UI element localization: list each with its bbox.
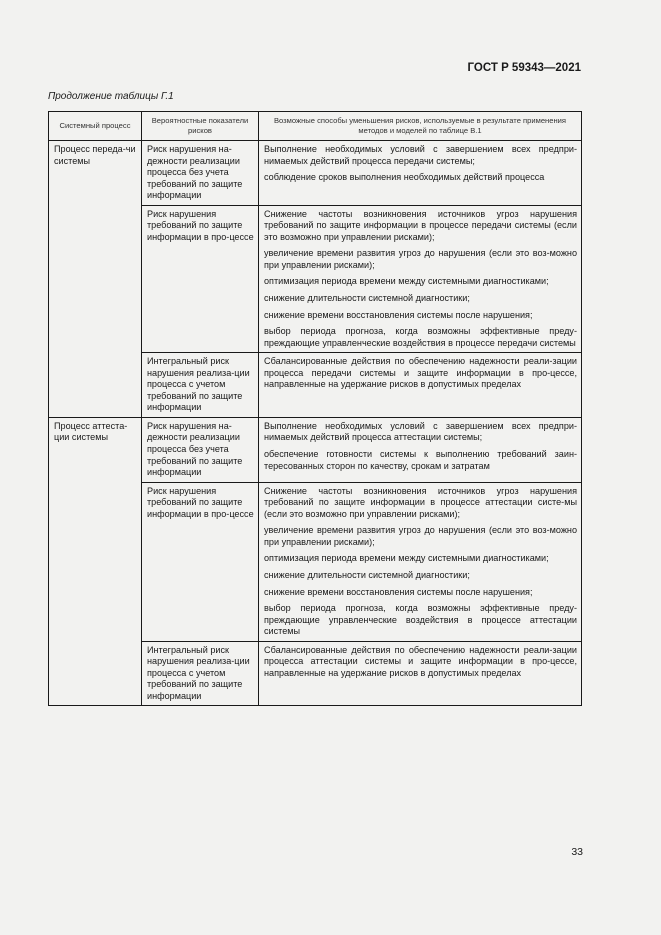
mitigation-item: Снижение частоты возникновения источников угроз нарушения требований по защите информации в процессе передачи системы (если это возможно при управлении рисками); [264, 208, 577, 242]
mitigation-item: Выполнение необходимых условий с завершением всех предпри-нимаемых действий процесса передачи системы; [264, 144, 577, 166]
ways-cell [259, 417, 582, 482]
table-body [49, 141, 582, 706]
indicator-cell: Риск нарушения требований по защите информации в про-цессе [142, 205, 259, 352]
column-header-process: Системный процесс [49, 112, 142, 141]
mitigation-item: снижение длительности системной диагностики; [264, 293, 470, 304]
mitigation-item: оптимизация периода времени между системными диагностиками; [264, 276, 549, 287]
mitigation-item: Сбалансированные действия по обеспечению надежности реали-зации процесса передачи системы и защите информации в про-цессе, направленные на удержание рисков в допустимых пределах [264, 356, 577, 390]
table-row [49, 417, 582, 482]
mitigation-item: снижение времени восстановления системы после нарушения; [264, 309, 533, 320]
column-header-indicators: Вероятностные показатели рисков [142, 112, 259, 141]
ways-cell [259, 482, 582, 641]
indicator-cell: Интегральный риск нарушения реализа-ции процесса с учетом требований по защите информации [142, 353, 259, 418]
ways-cell [259, 141, 582, 206]
mitigation-item: выбор периода прогноза, когда возможны эффективные преду-преждающие управленческие воздействия в процессе передачи системы [264, 326, 577, 348]
standard-code: ГОСТ Р 59343—2021 [467, 62, 581, 74]
mitigation-item: обеспечение готовности системы к выполнению требований заин-тересованных сторон по качеству, срокам и затратам [264, 449, 577, 471]
ways-cell [259, 205, 582, 352]
table-row [49, 141, 582, 206]
indicator-cell: Интегральный риск нарушения реализа-ции процесса с учетом требований по защите информации [142, 641, 259, 706]
process-cell: Процесс аттеста-ции системы [49, 417, 142, 705]
page-number: 33 [571, 846, 583, 858]
table-caption: Продолжение таблицы Г.1 [48, 91, 174, 102]
mitigation-item: увеличение времени развития угроз до нарушения (если это воз-можно при управлении рисками); [264, 525, 577, 547]
ways-cell [259, 641, 582, 706]
mitigation-item: Снижение частоты возникновения источников угроз нарушения требований по защите информации в процессе аттестации систе-мы (если это возможно при управлении рисками); [264, 485, 577, 519]
mitigation-item: Сбалансированные действия по обеспечению надежности реали-зации процесса аттестации системы и защите информации в про-цессе, направленные на удержание рисков в допустимых пределах [264, 644, 577, 678]
process-cell: Процесс переда-чи системы [49, 141, 142, 418]
mitigation-item: увеличение времени развития угроз до нарушения (если это воз-можно при управлении рисками); [264, 248, 577, 270]
mitigation-item: снижение времени восстановления системы после нарушения; [264, 586, 533, 597]
mitigation-item: Выполнение необходимых условий с завершением всех предпри-нимаемых действий процесса аттестации системы; [264, 420, 577, 443]
mitigation-item: соблюдение сроков выполнения необходимых действий процесса [264, 172, 545, 183]
risk-table [48, 111, 582, 706]
indicator-cell: Риск нарушения на-дежности реализации процесса без учета требований по защите информации [142, 141, 259, 206]
mitigation-item: оптимизация периода времени между системными диагностиками; [264, 553, 549, 564]
ways-cell [259, 353, 582, 418]
indicator-cell: Риск нарушения на-дежности реализации процесса без учета требований по защите информации [142, 417, 259, 482]
mitigation-item: снижение длительности системной диагностики; [264, 569, 470, 580]
header-row [49, 112, 582, 141]
indicator-cell: Риск нарушения требований по защите информации в про-цессе [142, 482, 259, 641]
column-header-ways: Возможные способы уменьшения рисков, используемые в результате применения методов и моделей по таблице В.1 [259, 112, 582, 141]
mitigation-item: выбор периода прогноза, когда возможны эффективные преду-преждающие управленческие воздействия в процессе аттестации системы [264, 603, 577, 637]
